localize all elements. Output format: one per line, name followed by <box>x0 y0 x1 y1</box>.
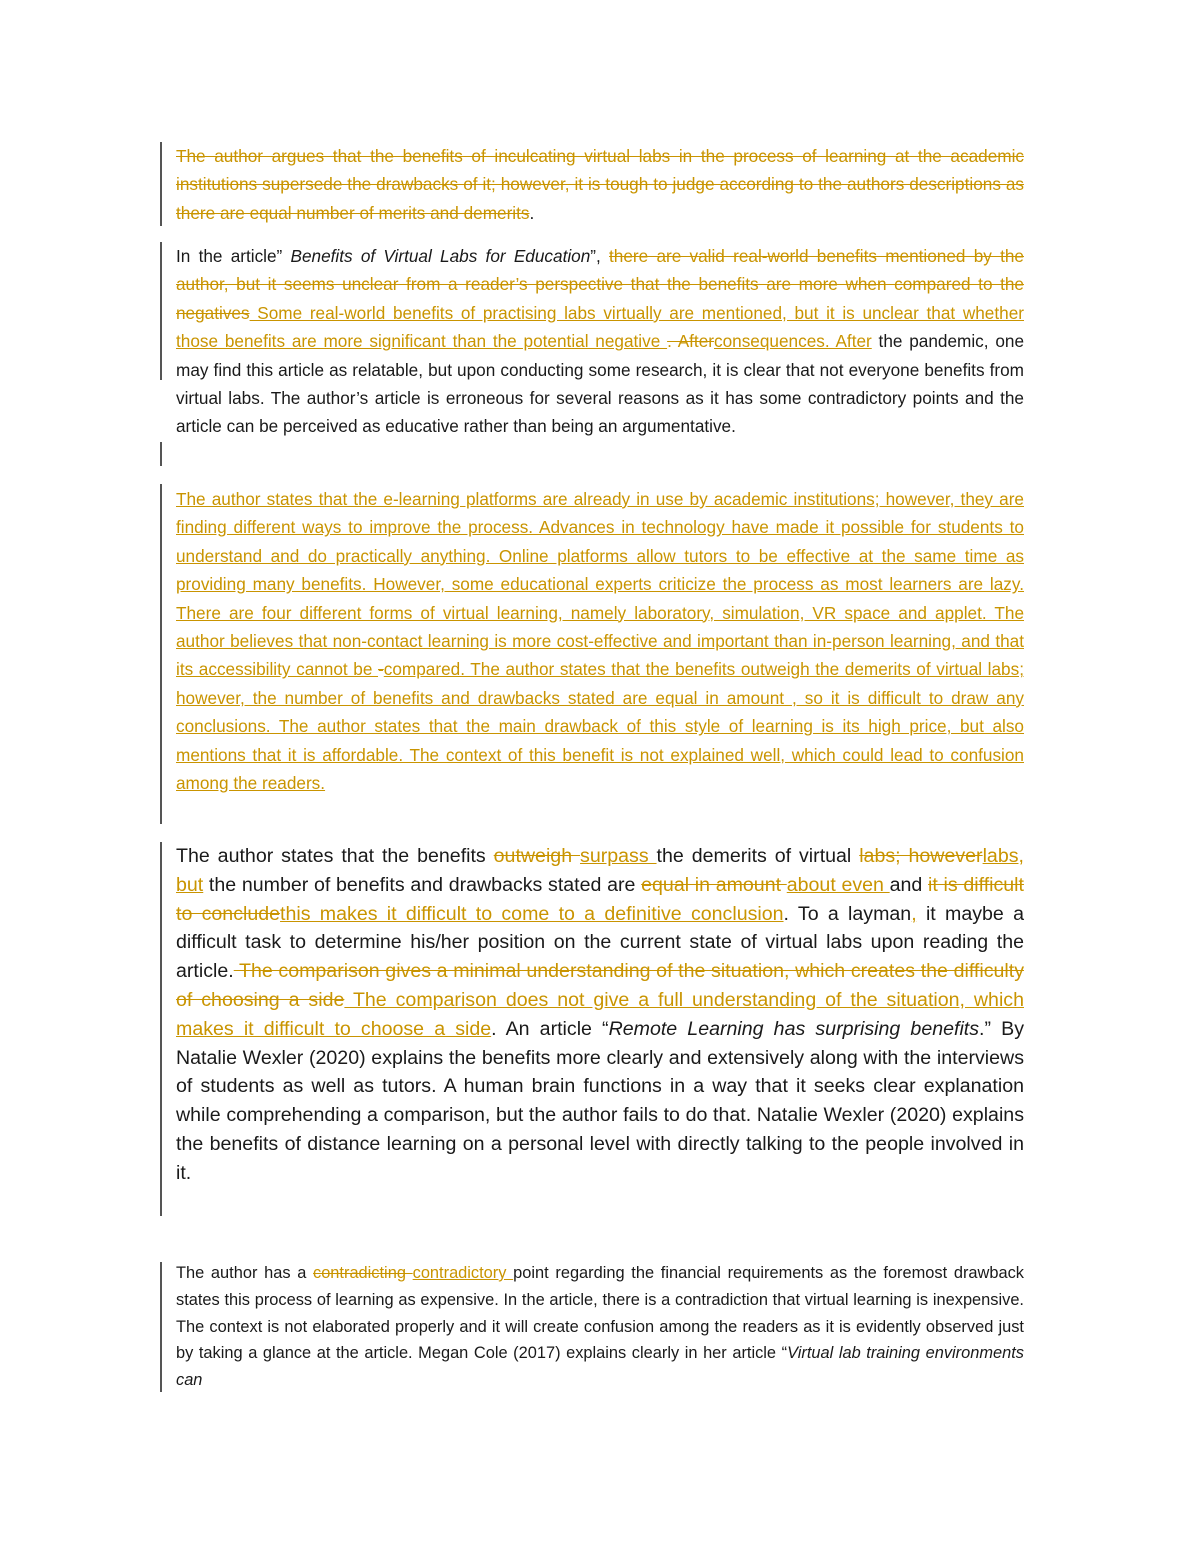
deleted-text: it is difficult to conclude <box>176 873 1024 925</box>
paragraph-intro <box>176 142 1024 227</box>
inserted-text: , <box>911 902 917 925</box>
text-run: In the article” <box>176 246 291 266</box>
inserted-text: compared. The author states that the benefits outweigh the demerits of virtual labs; however, the number of benefits and drawbacks stated are equal in amount , so it is difficult to draw any conclusions. The author states that the main drawback of this style of learning is its high price, but also mentions that it is affordable. The context of this benefit is not explained well, which could lead to confusion among the readers. <box>176 659 1024 794</box>
change-bar <box>160 242 162 380</box>
text-run: The author states that the benefits <box>176 845 494 867</box>
text-run: and <box>889 873 929 896</box>
text-run: the pandemic, one may find this article as relatable, but upon conducting some research, it is clear that not everyone benefits from virtual labs. The author’s article is erroneous for several reasons as it has some contradictory points and the article can be perceived as educative rather than being an argumentative. <box>176 331 1024 437</box>
text-run: . To a layman <box>783 902 912 925</box>
inserted-text: consequences. After <box>714 331 872 352</box>
inserted-text: about even <box>786 873 890 896</box>
text-run: . <box>529 202 535 223</box>
text-run: ”, <box>590 246 610 266</box>
text-run: The author has a <box>176 1264 313 1282</box>
deleted-text: The author argues that the benefits of inculcating virtual labs in the process of learning at the academic institutions supersede the drawbacks of it; however, it is tough to judge according to the authors descriptions as there are equal number of merits and demerits <box>176 146 1024 223</box>
inserted-text: surpass <box>580 845 657 867</box>
text-run: it maybe a difficult task to determine his/her position on the current state of virtual labs upon reading the article. <box>176 902 1024 983</box>
change-bar <box>160 142 162 226</box>
deleted-text: outweigh <box>493 845 581 867</box>
italic-title: Benefits of Virtual Labs for Education <box>290 246 591 266</box>
paragraph-author-statement <box>176 485 1024 797</box>
deleted-text: labs; however <box>859 845 983 867</box>
inserted-text: contradictory <box>412 1264 514 1282</box>
deleted-text: there are valid real-world benefits mentioned by the author, but it seems unclear from a reader’s perspective that the benefits are more when compared to the negatives <box>176 246 1024 323</box>
paragraph-contradiction <box>176 1260 1024 1394</box>
deleted-text: - <box>378 659 384 680</box>
deleted-text: . After <box>667 331 714 352</box>
change-bar <box>160 484 162 824</box>
paragraph-benefits-comparison <box>176 842 1024 1188</box>
inserted-text: this makes it difficult to come to a definitive conclusion <box>280 902 784 925</box>
deleted-text: The comparison gives a minimal understanding of the situation, which creates the difficulty of choosing a side <box>176 960 1024 1011</box>
inserted-text: labs, but <box>176 845 1024 896</box>
paragraph-article-overview <box>176 242 1024 441</box>
inserted-text: Some real-world benefits of practising labs virtually are mentioned, but it is unclear that whether those benefits are more significant than the potential negative <box>176 302 1024 352</box>
text-run: . An article “ <box>491 1017 609 1040</box>
italic-title: Remote Learning has surprising benefits <box>608 1017 980 1040</box>
change-bar <box>160 842 162 1216</box>
deleted-text: contradicting <box>313 1264 413 1282</box>
inserted-text: The comparison does not give a full understanding of the situation, which makes it difficult to choose a side <box>176 988 1024 1040</box>
change-bar <box>160 442 162 466</box>
inserted-text: The author states that the e-learning platforms are already in use by academic institutions; however, they are finding different ways to improve the process. Advances in technology have made it possible for students to understand and do practically anything. Online platforms allow tutors to be effective at the same time as providing many benefits. However, some educational experts criticize the process as most learners are lazy. There are four different forms of virtual learning, namely laboratory, simulation, VR space and applet. The author believes that non-contact learning is more cost-effective and important than in-person learning, and that its accessibility cannot be <box>176 489 1024 680</box>
text-run: point regarding the financial requirements as the foremost drawback states this process of learning as expensive. In the article, there is a contradiction that virtual learning is inexpensive. The context is not elaborated properly and it will create confusion among the readers as it is evidently observed just by taking a glance at the article. Megan Cole (2017) explains clearly in her article “ <box>176 1264 1024 1363</box>
text-run: .” By Natalie Wexler (2020) explains the benefits more clearly and extensively along with the interviews of students as well as tutors. A human brain functions in a way that it seeks clear explanation while comprehending a comparison, but the author fails to do that. Natalie Wexler (2020) explains the benefits of distance learning on a personal level with directly talking to the people involved in it. <box>176 1017 1024 1184</box>
text-run: the number of benefits and drawbacks stated are <box>203 873 642 896</box>
deleted-text: equal in amount <box>641 873 787 896</box>
text-run: the demerits of virtual <box>656 845 860 867</box>
italic-title: Virtual lab training environments can <box>176 1344 1024 1390</box>
change-bar <box>160 1262 162 1392</box>
